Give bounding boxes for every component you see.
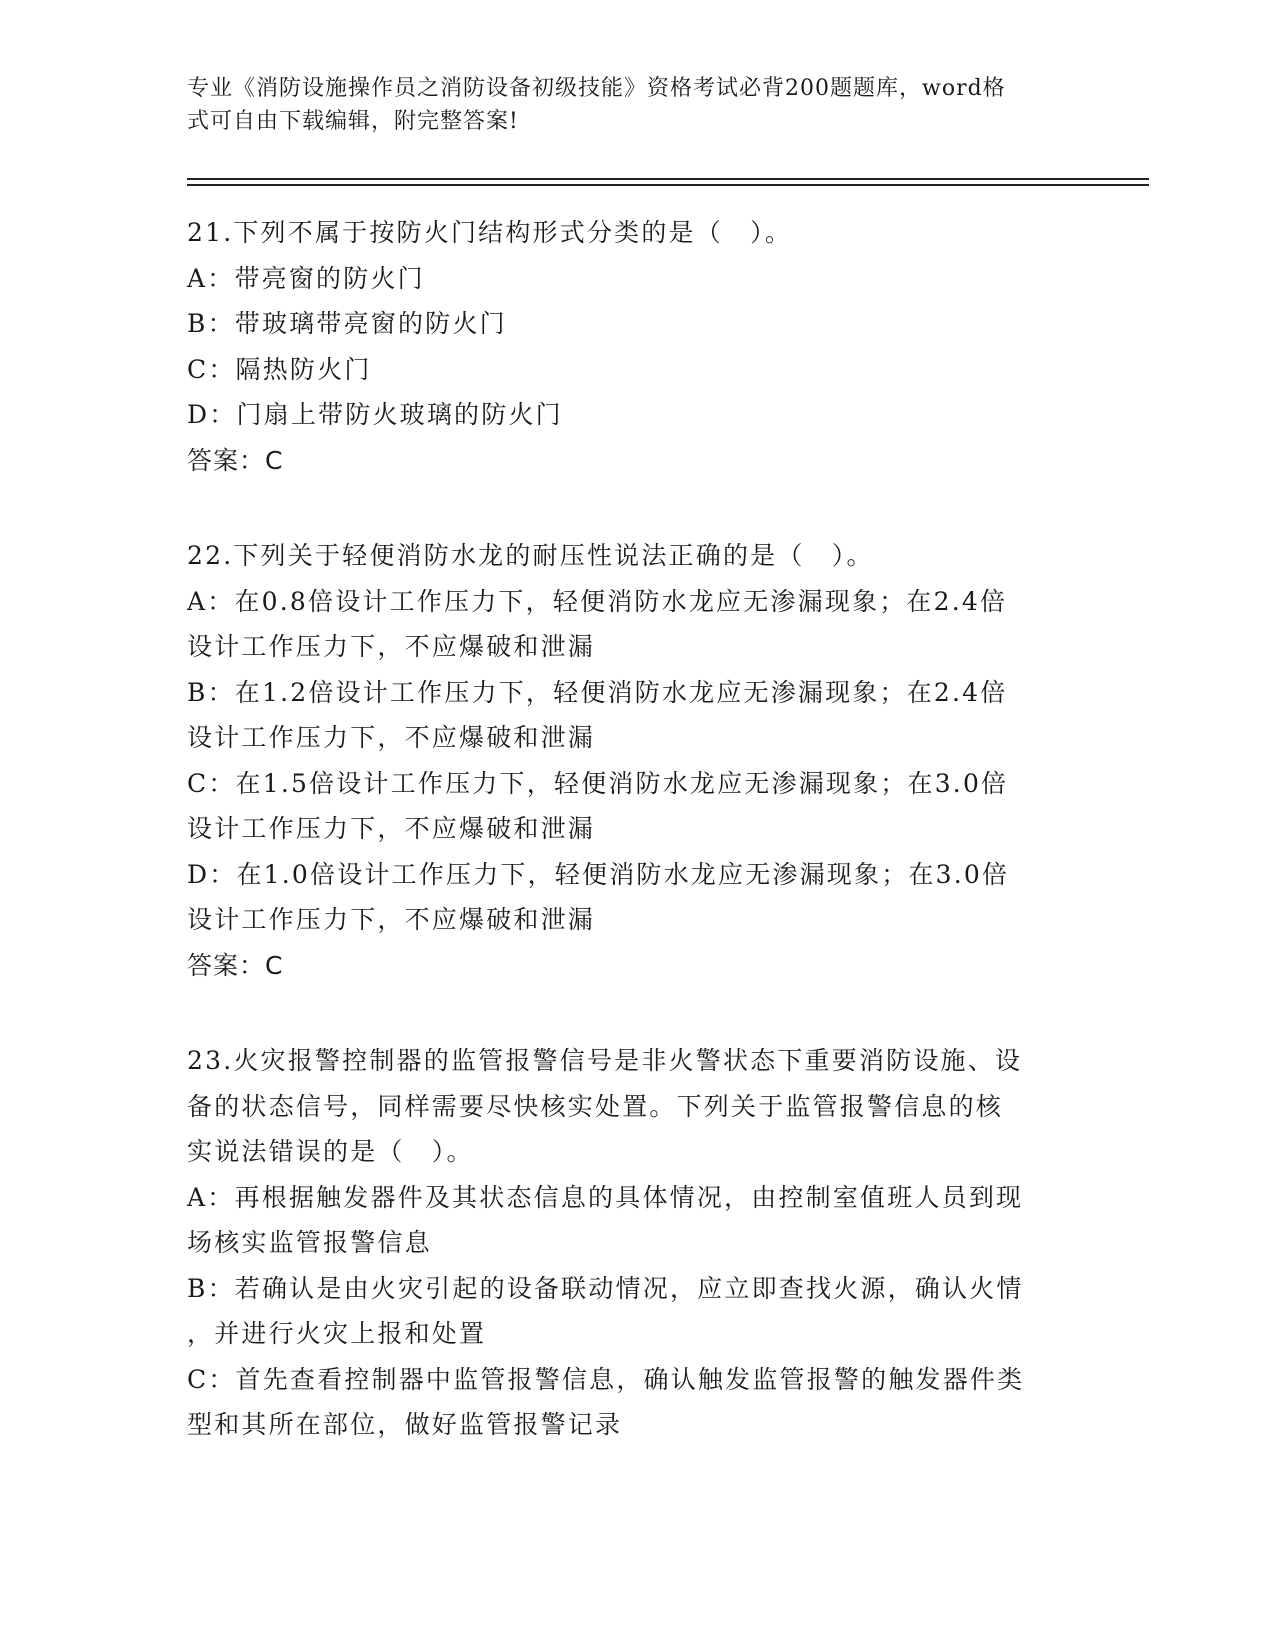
question-stem: 21.下列不属于按防火门结构形式分类的是（ ）。 [187, 218, 793, 247]
option-c-continued: 设计工作压力下，不应爆破和泄漏 [187, 814, 596, 843]
option-d: D：门扇上带防火玻璃的防火门 [187, 400, 563, 429]
question-22 [187, 533, 1067, 988]
option-d-continued: 设计工作压力下，不应爆破和泄漏 [187, 905, 596, 934]
header-line: 专业《消防设施操作员之消防设备初级技能》资格考试必背200题题库，word格 [187, 76, 1006, 101]
option-b-continued: 设计工作压力下，不应爆破和泄漏 [187, 723, 596, 752]
question-stem-continued: 实说法错误的是（ ）。 [187, 1137, 474, 1166]
option-a: A：在0.8倍设计工作压力下，轻便消防水龙应无渗漏现象；在2.4倍 [187, 586, 1008, 616]
header-line: 式可自由下载编辑，附完整答案! [187, 109, 519, 134]
header-divider [187, 184, 1149, 186]
question-stem-continued: 备的状态信号，同样需要尽快核实处置。下列关于监管报警信息的核 [187, 1091, 1004, 1121]
question-stem: 22.下列关于轻便消防水龙的耐压性说法正确的是（ ）。 [187, 541, 874, 570]
option-c-continued: 型和其所在部位，做好监管报警记录 [187, 1410, 623, 1439]
option-b: B：带玻璃带亮窗的防火门 [187, 309, 507, 338]
option-a: A：再根据触发器件及其状态信息的具体情况，由控制室值班人员到现 [187, 1182, 1024, 1212]
option-b-continued: ，并进行火灾上报和处置 [187, 1319, 487, 1348]
option-a: A：带亮窗的防火门 [187, 263, 425, 293]
header-divider [187, 178, 1149, 180]
question-23 [187, 1038, 1067, 1448]
option-a-continued: 设计工作压力下，不应爆破和泄漏 [187, 632, 596, 661]
option-c: C：隔热防火门 [187, 354, 372, 384]
option-a-continued: 场核实监管报警信息 [187, 1228, 432, 1257]
document-header [187, 72, 1067, 138]
question-21 [187, 210, 1067, 483]
option-d: D：在1.0倍设计工作压力下，轻便消防水龙应无渗漏现象；在3.0倍 [187, 859, 1010, 889]
question-stem: 23.火灾报警控制器的监管报警信号是非火警状态下重要消防设施、设 [187, 1046, 1023, 1075]
option-b: B：若确认是由火灾引起的设备联动情况，应立即查找火源，确认火情 [187, 1273, 1024, 1303]
answer: 答案：C [187, 950, 284, 980]
option-b: B：在1.2倍设计工作压力下，轻便消防水龙应无渗漏现象；在2.4倍 [187, 677, 1008, 707]
option-c: C：首先查看控制器中监管报警信息，确认触发监管报警的触发器件类 [187, 1364, 1025, 1394]
question-list [187, 210, 1067, 1498]
answer: 答案：C [187, 445, 284, 475]
option-c: C：在1.5倍设计工作压力下，轻便消防水龙应无渗漏现象；在3.0倍 [187, 768, 1009, 798]
